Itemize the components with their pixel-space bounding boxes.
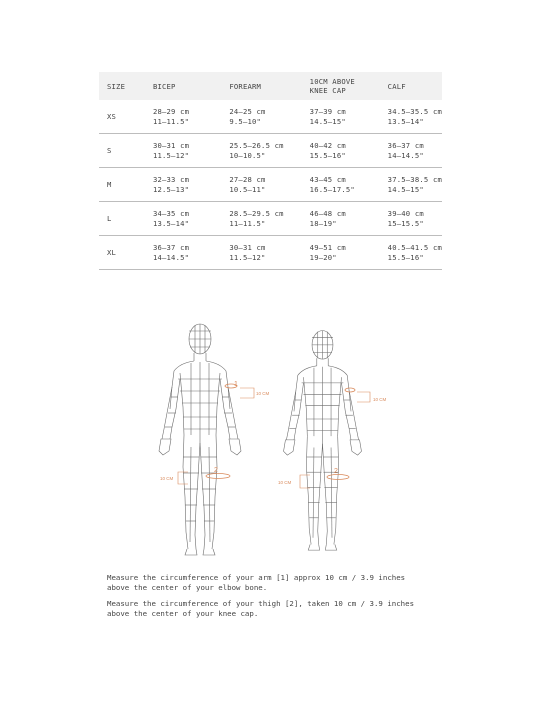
calf-cm: 40.5–41.5 cm [387, 242, 442, 252]
calf-cell [380, 100, 442, 134]
forearm-in: 11–11.5" [229, 218, 266, 228]
female-knee-marker: 2 [334, 468, 338, 475]
forearm-in: 11.5–12" [229, 252, 266, 262]
knee-cell [302, 168, 380, 202]
knee-in: 14.5–15" [309, 116, 346, 126]
size-cell: L [99, 202, 145, 236]
male-knee-bracket [178, 472, 188, 484]
knee-in: 19–20" [309, 252, 337, 262]
calf-cm: 34.5–35.5 cm [387, 106, 442, 116]
calf-cell [380, 134, 442, 168]
header-calf: CALF [380, 72, 442, 100]
male-arm-marker: 1 [234, 381, 238, 388]
forearm-cell [221, 236, 301, 270]
knee-in: 15.5–16" [309, 150, 346, 160]
header-size: SIZE [99, 72, 145, 100]
knee-cm: 46–48 cm [309, 208, 346, 218]
calf-in: 14.5–15" [387, 184, 424, 194]
knee-in: 16.5–17.5" [309, 184, 355, 194]
calf-cell [380, 202, 442, 236]
thigh-measurement-note: Measure the circumference of your thigh [2], taken 10 cm / 3.9 inches above the center of your knee cap. [107, 599, 415, 618]
measurement-markers [160, 381, 387, 488]
female-figure [284, 331, 362, 550]
forearm-cell [221, 134, 301, 168]
table-row [99, 134, 442, 168]
male-knee-label: 10 CM [160, 476, 174, 481]
bicep-in: 11.5–12" [152, 150, 190, 160]
bicep-cell [145, 134, 221, 168]
arm-measurement-note: Measure the circumference of your arm [1] approx 10 cm / 3.9 inches above the center of your elbow bone. [107, 573, 406, 592]
knee-in: 18–19" [309, 218, 337, 228]
male-arm-label: 10 CM [256, 391, 270, 396]
bicep-cm: 28–29 cm [152, 106, 190, 116]
forearm-in: 10–10.5" [229, 150, 266, 160]
female-arm-label: 10 CM [373, 397, 387, 402]
knee-cell [302, 202, 380, 236]
bicep-in: 13.5–14" [152, 218, 190, 228]
forearm-cm: 30–31 cm [229, 242, 266, 252]
forearm-cell [221, 202, 301, 236]
bicep-in: 12.5–13" [152, 184, 190, 194]
forearm-cell [221, 100, 301, 134]
bicep-cm: 32–33 cm [152, 174, 190, 184]
male-knee-marker: 2 [214, 467, 218, 474]
table-header-row [99, 72, 442, 100]
knee-cm: 37–39 cm [309, 106, 346, 116]
calf-in: 14–14.5" [387, 150, 424, 160]
table-row [99, 202, 442, 236]
male-figure [159, 324, 241, 555]
knee-cm: 43–45 cm [309, 174, 346, 184]
female-knee-bracket [300, 475, 310, 488]
table-row [99, 168, 442, 202]
bicep-cell [145, 100, 221, 134]
forearm-cm: 25.5–26.5 cm [229, 140, 284, 150]
knee-cell [302, 100, 380, 134]
size-cell: XS [99, 100, 145, 134]
bicep-in: 11–11.5" [152, 116, 190, 126]
header-knee [302, 72, 380, 100]
calf-in: 13.5–14" [387, 116, 424, 126]
female-knee-label: 10 CM [278, 480, 292, 485]
calf-cell [380, 168, 442, 202]
forearm-cm: 28.5–29.5 cm [229, 208, 284, 218]
knee-cm: 49–51 cm [309, 242, 346, 252]
table-row [99, 236, 442, 270]
size-cell: M [99, 168, 145, 202]
size-cell: XL [99, 236, 145, 270]
calf-cm: 36–37 cm [387, 140, 424, 150]
header-bicep: BICEP [145, 72, 221, 100]
bicep-cm: 34–35 cm [152, 208, 190, 218]
knee-cell [302, 134, 380, 168]
female-arm-ring [345, 388, 355, 392]
size-chart-table [99, 72, 442, 270]
knee-cell [302, 236, 380, 270]
forearm-in: 10.5–11" [229, 184, 266, 194]
bicep-cell [145, 236, 221, 270]
bicep-cell [145, 202, 221, 236]
female-arm-bracket [357, 392, 370, 402]
calf-cell [380, 236, 442, 270]
measurement-diagram [150, 312, 400, 557]
calf-cm: 37.5–38.5 cm [387, 174, 442, 184]
bicep-in: 14–14.5" [152, 252, 190, 262]
calf-cm: 39–40 cm [387, 208, 424, 218]
calf-in: 15.5–16" [387, 252, 424, 262]
male-arm-bracket [240, 388, 254, 398]
header-forearm: FOREARM [221, 72, 301, 100]
bicep-cell [145, 168, 221, 202]
size-cell: S [99, 134, 145, 168]
bicep-cm: 30–31 cm [152, 140, 190, 150]
knee-cm: 40–42 cm [309, 140, 346, 150]
forearm-cm: 27–28 cm [229, 174, 266, 184]
header-knee-line2: KNEE CAP [309, 86, 346, 95]
forearm-cm: 24–25 cm [229, 106, 266, 116]
bicep-cm: 36–37 cm [152, 242, 190, 252]
table-row [99, 100, 442, 134]
calf-in: 15–15.5" [387, 218, 424, 228]
header-knee-line1: 10CM ABOVE [309, 77, 355, 86]
forearm-cell [221, 168, 301, 202]
forearm-in: 9.5–10" [229, 116, 262, 126]
